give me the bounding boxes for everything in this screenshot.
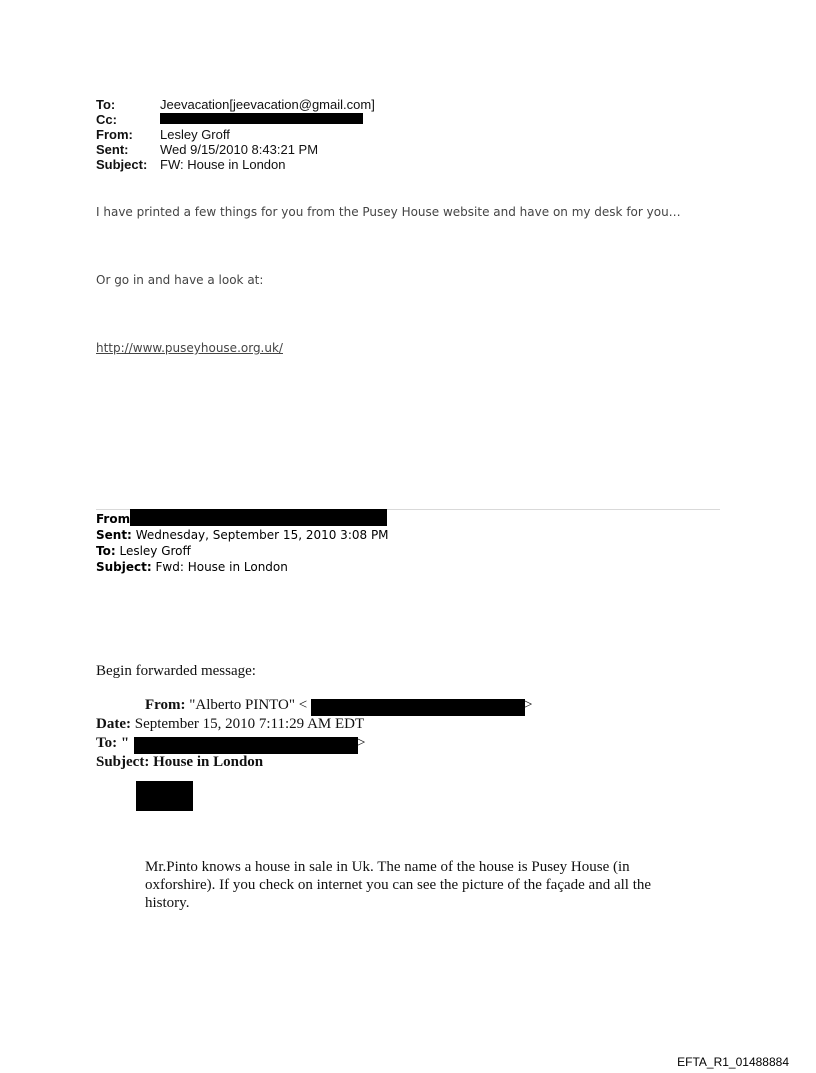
fwd-subject-value: Fwd: House in London (155, 560, 288, 574)
from-value: Lesley Groff (160, 127, 230, 142)
fwd-subject-label: Subject: (96, 560, 152, 574)
orig-subject-value: House in London (153, 754, 264, 770)
forwarded-message-body: Mr.Pinto knows a house in sale in Uk. The name of the house is Pusey House (in oxforshire). If you check on internet you can see the picture of the façade and all the history. (145, 859, 652, 911)
fwd-to-value: Lesley Groff (119, 544, 191, 558)
redaction-bar (136, 781, 193, 811)
orig-date-row (96, 716, 364, 733)
orig-to-label: To: (96, 735, 118, 751)
cc-label: Cc: (96, 112, 117, 127)
fwd-from-label: From (96, 512, 131, 526)
pusey-house-link[interactable]: http://www.puseyhouse.org.uk/ (96, 341, 283, 355)
fwd-sent-label: Sent: (96, 528, 132, 542)
to-value: Jeevacation[jeevacation@gmail.com] (160, 97, 375, 112)
sent-value: Wed 9/15/2010 8:43:21 PM (160, 142, 319, 157)
fwd-subject-row (96, 559, 288, 575)
orig-subject-label: Subject: (96, 754, 150, 770)
orig-from-value: "Alberto PINTO" < (189, 697, 308, 713)
fwd-from-row (96, 511, 130, 527)
subject-label: Subject: (96, 157, 148, 172)
sent-label: Sent: (96, 142, 129, 157)
redaction-bar (160, 113, 363, 124)
orig-date-value: September 15, 2010 7:11:29 AM EDT (134, 716, 365, 732)
fwd-to-label: To: (96, 544, 116, 558)
redaction-bar (311, 699, 525, 716)
from-label: From: (96, 127, 133, 142)
forward-intro: Begin forwarded message: (96, 663, 256, 679)
body-line-2: Or go in and have a look at: (96, 273, 264, 287)
orig-date-label: Date: (96, 716, 131, 732)
to-label: To: (96, 97, 116, 112)
orig-to-row (96, 735, 129, 752)
orig-from-label: From: (145, 697, 186, 713)
subject-value: FW: House in London (160, 157, 286, 172)
orig-subject-row (96, 754, 263, 771)
body-line-1: I have printed a few things for you from the Pusey House website and have on my desk for you… (96, 205, 681, 219)
fwd-sent-row (96, 527, 389, 543)
orig-from-row (145, 697, 307, 714)
fwd-sent-value: Wednesday, September 15, 2010 3:08 PM (135, 528, 389, 542)
redaction-bar (130, 509, 387, 526)
redaction-bar (134, 737, 358, 754)
orig-from-tail: > (524, 697, 533, 713)
document-id: EFTA_R1_01488884 (677, 1055, 789, 1069)
orig-to-value: " (120, 735, 130, 751)
fwd-to-row (96, 543, 191, 559)
orig-to-tail: > (357, 735, 366, 751)
